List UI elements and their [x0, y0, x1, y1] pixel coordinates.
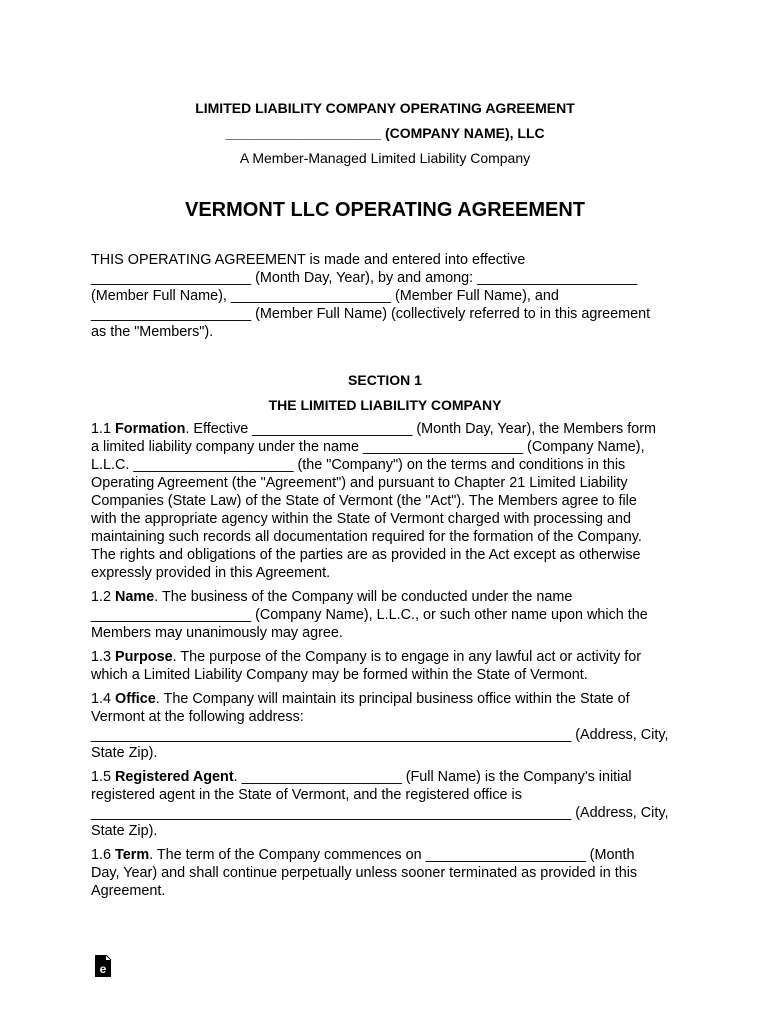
- company-name-line: ____________________ (COMPANY NAME), LLC: [225, 125, 545, 141]
- clause-office-first-line: [91, 690, 630, 708]
- clause-text: . ____________________ (Full Name) is the Company's initial: [233, 769, 632, 785]
- clause-purpose-first-line: [91, 648, 641, 666]
- clause-text-line: with the appropriate agency within the State of Vermont charged with processing and: [91, 511, 631, 527]
- clause-text-line: ____________________________________________________________ (Address, City,: [91, 727, 669, 743]
- clause-number: 1.4: [91, 691, 116, 707]
- intro-line: ____________________ (Member Full Name) (collectively referred to in this agreement: [91, 306, 651, 322]
- clause-title: Term: [115, 847, 150, 863]
- clause-text-line: L.L.C. ____________________ (the "Company") on the terms and conditions in this: [91, 457, 626, 473]
- clause-number: 1.5: [91, 769, 116, 785]
- clause-text: . The Company will maintain its principal business office within the State of: [155, 691, 630, 707]
- clause-text: . Effective ____________________ (Month Day, Year), the Members form: [185, 421, 657, 437]
- clause-text-line: State Zip).: [91, 823, 158, 839]
- document-title: VERMONT LLC OPERATING AGREEMENT: [185, 199, 585, 221]
- intro-line: as the "Members").: [91, 324, 214, 340]
- clause-text-line: State Zip).: [91, 745, 158, 761]
- clause-text-line: expressly provided in this Agreement.: [91, 565, 331, 581]
- agreement-header: LIMITED LIABILITY COMPANY OPERATING AGREEMENT: [195, 100, 575, 116]
- clause-text-line: which a Limited Liability Company may be formed within the State of Vermont.: [91, 667, 588, 683]
- clause-text-line: Operating Agreement (the "Agreement") and pursuant to Chapter 21 Limited Liability: [91, 475, 628, 491]
- clause-title: Name: [115, 589, 155, 605]
- clause-text: . The term of the Company commences on ____________________ (Month: [149, 847, 635, 863]
- section-number: SECTION 1: [348, 372, 422, 388]
- clause-text-line: Companies (State Law) of the State of Vermont (the "Act"). The Members agree to file: [91, 493, 637, 509]
- clause-text-line: Agreement.: [91, 883, 166, 899]
- clause-term-first-line: [91, 846, 634, 864]
- clause-text-line: Day, Year) and shall continue perpetually unless sooner terminated as provided in this: [91, 865, 638, 881]
- intro-line: (Member Full Name), ____________________ (Member Full Name), and: [91, 288, 559, 304]
- clause-title: Formation: [115, 421, 186, 437]
- section-heading: THE LIMITED LIABILITY COMPANY: [268, 397, 502, 413]
- clause-text: . The business of the Company will be conducted under the name: [154, 589, 573, 605]
- clause-number: 1.6: [91, 847, 116, 863]
- clause-name-first-line: [91, 588, 572, 606]
- clause-number: 1.3: [91, 649, 116, 665]
- eforms-logo-icon: [93, 954, 113, 978]
- svg-text:e: e: [99, 962, 107, 976]
- clause-title: Registered Agent: [115, 769, 234, 785]
- clause-text-line: ____________________ (Company Name), L.L.C., or such other name upon which the: [91, 607, 648, 623]
- clause-text-line: maintaining such records all documentation required for the formation of the Company.: [91, 529, 642, 545]
- intro-line: ____________________ (Month Day, Year), by and among: ____________________: [91, 270, 638, 286]
- intro-line: THIS OPERATING AGREEMENT is made and entered into effective: [91, 252, 526, 268]
- clause-formation-first-line: [91, 420, 656, 438]
- clause-text: . The purpose of the Company is to engage in any lawful act or activity for: [172, 649, 642, 665]
- clause-text-line: a limited liability company under the name ____________________ (Company Name),: [91, 439, 645, 455]
- clause-title: Office: [115, 691, 156, 707]
- company-type-line: A Member-Managed Limited Liability Company: [239, 150, 531, 166]
- clause-text-line: registered agent in the State of Vermont, and the registered office is: [91, 787, 522, 803]
- clause-text-line: The rights and obligations of the parties are as provided in the Act except as otherwise: [91, 547, 641, 563]
- clause-number: 1.2: [91, 589, 116, 605]
- clause-text-line: Members may unanimously may agree.: [91, 625, 343, 641]
- clause-text-line: Vermont at the following address:: [91, 709, 304, 725]
- clause-registered-agent-first-line: [91, 768, 632, 786]
- clause-text-line: ____________________________________________________________ (Address, City,: [91, 805, 669, 821]
- clause-number: 1.1: [91, 421, 116, 437]
- clause-title: Purpose: [115, 649, 173, 665]
